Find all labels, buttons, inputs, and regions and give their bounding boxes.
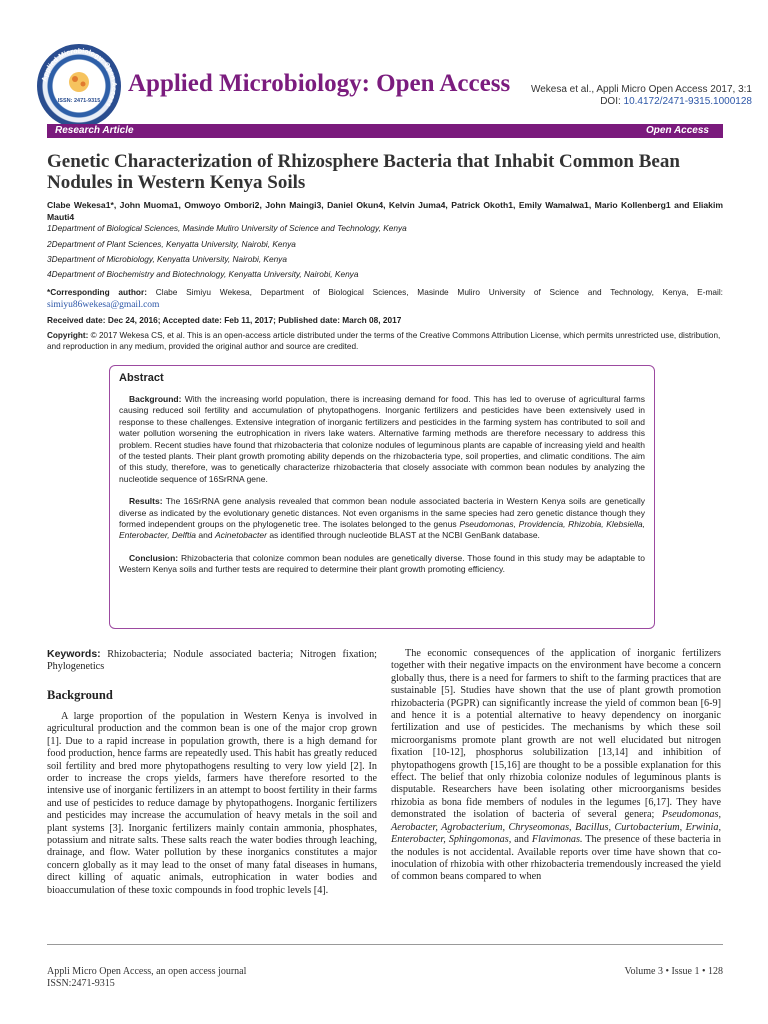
article-type-label: Research Article xyxy=(55,125,134,136)
copyright-notice xyxy=(47,330,723,352)
footer-volume: Volume 3 • Issue 1 • 128 xyxy=(624,966,723,977)
citation-text: Wekesa et al., Appli Micro Open Access 2017, 3:1 xyxy=(530,84,752,95)
background-paragraph: A large proportion of the population in Western Kenya is involved in agricultural production and the common bean is one of the major crop grown [1]. Due to a rapid increase in population growth, there is a high demand for food production, hence farms are repeatedly used. This habit has greatly reduced soil fertility and bred more phytopathogens resulting to very low yield [2]. In order to increase the crops yields, farmers have therefore resorted to the intensive use of inorganic fertilizers in an attempt to boost fertility in their farms and use of pesticides to reduce damage by phytopathogens. Inorganic fertilizers and pesticides may increase the accumulation of heavy metals in the soil and plant systems [3]. Inorganic fertilizers mainly contain ammonia, phosphates, potassium and nitrate salts. These salts reach the water bodies through leaching, drainage, and flow. Water pollution by these inorganics constitutes a major concern globally as it may lead to the onset of many fatal diseases in humans, direct killing of aquatic animals, eutrophication in water bodies and bioaccumulation of these toxic compounds in food trophic levels [4]. xyxy=(47,711,377,896)
abstract-results-text-a: The 16SrRNA gene analysis revealed that common bean nodule associated bacteria in Western Kenya soils are genetically diverse as indicated by the evolutionary genetic distances. Not even organisms in the same species had zero genetic distance though they formed independent groups on the phylogenetic tree. The isolates belonged to the genus xyxy=(119,496,645,530)
abstract-background-label: Background: xyxy=(129,394,182,404)
abstract-results-and: and xyxy=(198,530,213,541)
right-para-genera: Pseudomonas, Aerobacter, Agrobacterium, Chryseomonas, Bacillus, Curtobacterium, Erwinia, Enterobacter, Sphingomonas, xyxy=(391,809,722,846)
logo-ring-text: Applied Microbiology: Open Access xyxy=(41,47,118,108)
email-link[interactable]: simiyu86wekesa@gmail.com xyxy=(47,300,160,310)
logo-issn: ISSN: 2471-9315 xyxy=(57,98,101,104)
footer-divider xyxy=(47,944,723,945)
footer-journal xyxy=(47,966,246,990)
abstract-background-text: With the increasing world population, there is increasing demand for food. This has led to overuse of agricultural farms causing reduced soil fertility and accumulation of phytopathogens. Inorganic fertilizers and pesticides have been extensively used in response to these challenges. Extensive integration of inorganic fertilizers and pesticides in the farming system has contributed to soil and water pollution worsening the eutrophication in rivers lake waters. Alternative farming methods are therefore necessary to address this problem. Recent studies have found that rhizobacteria that colonize nodules of leguminous plants are capable of increasing yield and health of the tested plants. Their plant growth promoting ability depends on the rhizobacteria type, soil properties, and climatic conditions. The aim of this study, therefore, was to genetically characterize rhizobacteria that closely associate with common bean nodules by analyzing the nucleotide sequence of 16SrRNA gene. xyxy=(119,394,645,484)
article-dates: Received date: Dec 24, 2016; Accepted date: Feb 11, 2017; Published date: March 08, 2017 xyxy=(47,315,402,325)
corresponding-text: Clabe Simiyu Wekesa, Department of Biological Sciences, Masinde Muliro University of Science and Technology, Kenya, E-mail: xyxy=(155,287,723,297)
abstract-results-label: Results: xyxy=(129,496,163,507)
affiliation-3: 3Department of Microbiology, Kenyatta University, Nairobi, Kenya xyxy=(47,254,287,264)
doi-link[interactable]: 10.4172/2471-9315.1000128 xyxy=(623,96,752,107)
article-type-banner xyxy=(47,124,723,138)
corresponding-label: *Corresponding author: xyxy=(47,287,147,297)
journal-title: Applied Microbiology: Open Access xyxy=(128,70,511,97)
abstract-results-genus-last: Acinetobacter xyxy=(214,530,267,541)
footer-journal-line: Appli Micro Open Access, an open access journal xyxy=(47,966,247,977)
abstract-box xyxy=(109,365,655,629)
copyright-label: Copyright: xyxy=(47,331,89,340)
right-column-paragraph xyxy=(391,648,721,884)
keywords xyxy=(47,648,377,674)
abstract-conclusion-label: Conclusion: xyxy=(129,552,179,563)
abstract-title: Abstract xyxy=(119,372,164,384)
copyright-text: © 2017 Wekesa CS, et al. This is an open-access article distributed under the terms of the Creative Commons Attribution License, which permits unrestricted use, distribution, and reproduction in any medium, provided the original author and source are credited. xyxy=(47,331,721,351)
doi-label: DOI: xyxy=(600,96,621,107)
abstract-conclusion xyxy=(119,553,645,576)
right-para-start: The economic consequences of the application of inorganic fertilizers together with their negative impacts on the environment have become a concern globally thus, there is a need for farmers to shift to the farming practices that are sustainable [5]. Studies have shown that the use of plant growth promotion rhizobacteria (PGPR) can significantly increase the yield of common bean [6-9] and hence it is a potential alternative to heavy dependency on inorganic fertilization and use of pesticides. The mechanisms by which these soil microorganisms promote plant growth are not well elucidated but nitrogen fixation [10-12], phosphorus solubilization [13,14] and inhibition of phytopathogens growth [15,16] are thought to be a possible explanation for this effect. The belief that only rhizobia colonize nodules of leguminous plants is disputable. Researchers have been isolating other microorganisms besides rhizobia as bona fide members of nodules in the legumes [6,17]. They have demonstrated the isolation of bacteria of several genera; xyxy=(391,648,721,821)
author-list: Clabe Wekesa1*, John Muoma1, Omwoyo Ombori2, John Maingi3, Daniel Okun4, Kelvin Juma4, Patrick Okoth1, Emily Wamalwa1, Mario Kollenberg1 and Eliakim Mauti4 xyxy=(47,200,723,222)
abstract-background xyxy=(119,394,645,485)
abstract-conclusion-text: Rhizobacteria that colonize common bean nodules are genetically diverse. Those found in this study may be adaptable to Western Kenya soils and further tests are required to determine their plant growth promoting efficiency. xyxy=(119,552,646,575)
corresponding-author xyxy=(47,286,723,311)
abstract-results-genera: Pseudomonas, Providencia, Rhizobia, Klebsiella, Enterobacter, Delftia xyxy=(119,519,645,541)
journal-logo xyxy=(37,44,121,128)
right-para-and: and xyxy=(514,834,529,846)
right-para-genus-last: Flavimonas. xyxy=(531,834,583,846)
open-access-label: Open Access xyxy=(646,125,709,136)
footer-issn-line: ISSN:2471-9315 xyxy=(47,978,115,989)
right-para-end: The presence of these bacteria in the nodules is not accidental. Available reports over time have shown that co-inoculation of rhizobia with other rhizobacteria tremendously increased the yield of common beans compared to when xyxy=(391,834,721,883)
keywords-text: Rhizobacteria; Nodule associated bacteria; Nitrogen fixation; Phylogenetics xyxy=(47,649,377,673)
background-heading: Background xyxy=(47,688,113,702)
affiliation-1: 1Department of Biological Sciences, Masinde Muliro University of Science and Technology, Kenya xyxy=(47,223,407,233)
affiliation-2: 2Department of Plant Sciences, Kenyatta University, Nairobi, Kenya xyxy=(47,239,296,249)
microscope-icon xyxy=(55,64,103,108)
affiliation-4: 4Department of Biochemistry and Biotechnology, Kenyatta University, Nairobi, Kenya xyxy=(47,269,359,279)
abstract-results-text-b: as identified through nucleotide BLAST at the NCBI GenBank database. xyxy=(269,530,540,541)
abstract-results xyxy=(119,496,645,542)
keywords-label: Keywords: xyxy=(47,648,101,660)
citation-block xyxy=(531,84,752,108)
article-title: Genetic Characterization of Rhizosphere Bacteria that Inhabit Common Bean Nodules in Western Kenya Soils xyxy=(47,151,680,193)
